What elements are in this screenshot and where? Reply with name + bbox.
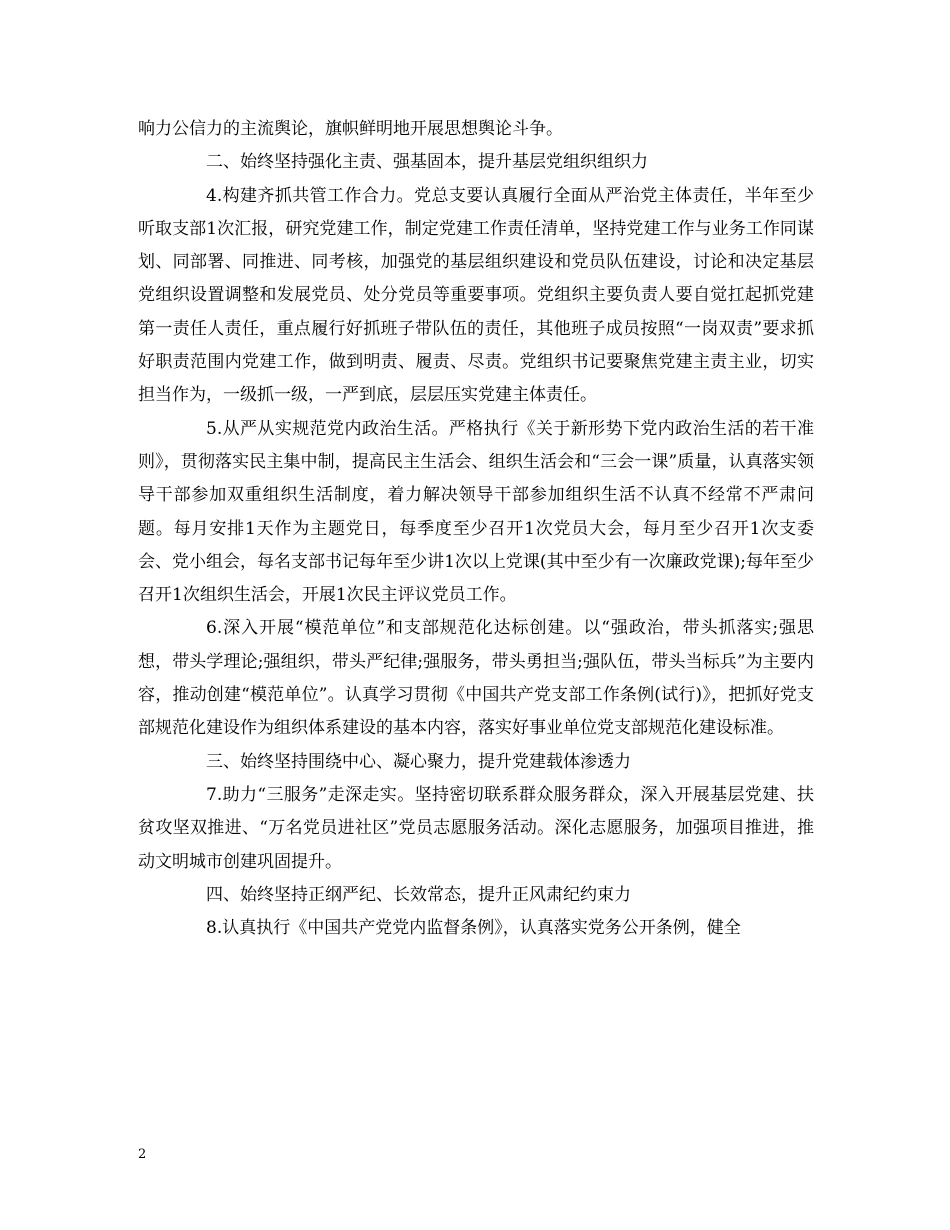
paragraph-item-4: 4.构建齐抓共管工作合力。党总支要认真履行全面从严治党主体责任，半年至少听取支部1次汇报，研究党建工作，制定党建工作责任清单，坚持党建工作与业务工作同谋划、同部署、同推进、同考核，加强党的基层组织建设和党员队伍建设，讨论和决定基层党组织设置调整和发展党员、处分党员等重要事项。党组织主要负责人要自觉扛起抓党建第一责任人责任，重点履行好抓班子带队伍的责任，其他班子成员按照“一岗双责”要求抓好职责范围内党建工作，做到明责、履责、尽责。党组织书记要聚焦党建主责主业，切实担当作为，一级抓一级，一严到底，层层压实党建主体责任。 [138, 185, 814, 406]
paragraph-item-8: 8.认真执行《中国共产党党内监督条例》，认真落实党务公开条例，健全 [206, 918, 741, 939]
paragraph-item-7: 7.助力“三服务”走深走实。坚持密切联系群众服务群众，深入开展基层党建、扶贫攻坚双推进、“万名党员进社区”党员志愿服务活动。深化志愿服务，加强项目推进，推动文明城市创建巩固提升。 [138, 784, 814, 872]
section-heading-2: 二、始终坚持强化主责、强基固本，提升基层党组织组织力 [206, 152, 648, 173]
page-number: 2 [138, 1147, 147, 1162]
section-heading-4: 四、始终坚持正纲严纪、长效常态，提升正风肃纪约束力 [206, 884, 631, 905]
paragraph-item-5: 5.从严从实规范党内政治生活。严格执行《关于新形势下党内政治生活的若干准则》，贯彻落实民主集中制，提高民主生活会、组织生活会和“三会一课”质量，认真落实领导干部参加双重组织生活制度，着力解决领导干部参加组织生活不认真不经常不严肃问题。每月安排1天作为主题党日，每季度至少召开1次党员大会，每月至少召开1次支委会、党小组会，每名支部书记每年至少讲1次以上党课(其中至少有一次廉政党课);每年至少召开1次组织生活会，开展1次民主评议党员工作。 [138, 418, 814, 606]
paragraph-1: 响力公信力的主流舆论，旗帜鲜明地开展思想舆论斗争。 [138, 119, 563, 139]
paragraph-item-6: 6.深入开展“模范单位”和支部规范化达标创建。以“强政治，带头抓落实;强思想，带头学理论;强组织，带头严纪律;强服务，带头勇担当;强队伍，带头当标兵”为主要内容，推动创建“模范单位”。认真学习贯彻《中国共产党支部工作条例(试行)》，把抓好党支部规范化建设作为组织体系建设的基本内容，落实好事业单位党支部规范化建设标准。 [138, 618, 814, 739]
document-body [138, 113, 814, 945]
section-heading-3: 三、始终坚持围绕中心、凝心聚力，提升党建载体渗透力 [206, 751, 631, 772]
